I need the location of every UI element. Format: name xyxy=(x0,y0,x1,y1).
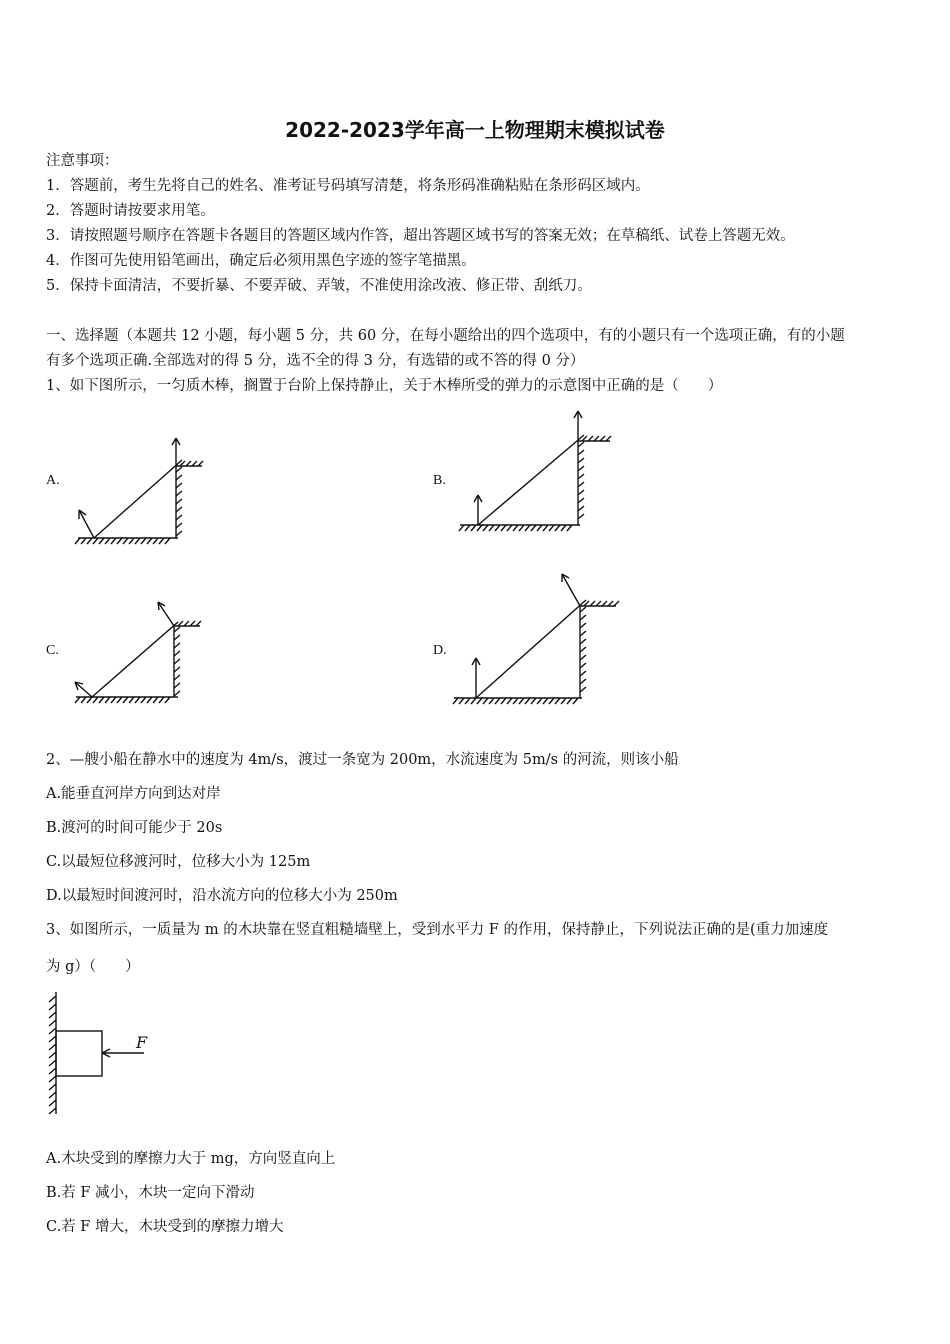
notice-item: 4．作图可先使用铅笔画出，确定后必须用黑色字迹的签字笔描黑。 xyxy=(46,253,476,269)
q3-option-c: C.若 F 增大，木块受到的摩擦力增大 xyxy=(46,1219,284,1235)
q1-option-b-label: B. xyxy=(433,473,446,488)
q3-wall-block-diagram xyxy=(40,988,160,1118)
notice-item: 2．答题时请按要求用笔。 xyxy=(46,203,215,219)
q2-option-d: D.以最短时间渡河时，沿水流方向的位移大小为 250m xyxy=(46,888,398,904)
question-2-stem: 2、—艘小船在静水中的速度为 4m/s，渡过一条宽为 200m，水流速度为 5m/s 的河流，则该小船 xyxy=(46,752,679,768)
section-heading: 一、选择题（本题共 12 小题，每小题 5 分，共 60 分，在每小题给出的四个选项中，有的小题只有一个选项正确，有的小题 xyxy=(46,328,845,344)
q1-option-a-label: A. xyxy=(46,473,60,488)
q2-option-b: B.渡河的时间可能少于 20s xyxy=(46,820,223,836)
q1-diagram-d xyxy=(452,568,622,713)
notice-item: 5．保持卡面清洁，不要折暴、不要弄破、弄皱，不准使用涂改液、修正带、刮纸刀。 xyxy=(46,278,592,294)
q1-option-d-label: D. xyxy=(433,643,447,658)
q1-option-c-label: C. xyxy=(46,643,59,658)
question-3-stem: 3、如图所示，一质量为 m 的木块靠在竖直粗糙墙壁上，受到水平力 F 的作用，保持静止，下列说法正确的是(重力加速度 xyxy=(46,922,829,938)
q1-diagram-a xyxy=(70,430,210,550)
q2-option-c: C.以最短位移渡河时，位移大小为 125m xyxy=(46,854,311,870)
q1-diagram-b xyxy=(458,405,618,540)
notice-item: 1．答题前，考生先将自己的姓名、准考证号码填写清楚，将条形码准确粘贴在条形码区域内。 xyxy=(46,178,650,194)
question-1-stem: 1、如下图所示，一匀质木棒，搁置于台阶上保持静止，关于木棒所受的弹力的示意图中正确的是（ ） xyxy=(46,378,723,394)
q3-option-b: B.若 F 减小，木块一定向下滑动 xyxy=(46,1185,255,1201)
q2-option-a: A.能垂直河岸方向到达对岸 xyxy=(46,786,221,802)
force-label-f: F xyxy=(136,1033,148,1052)
page-title: 2022-2023学年高一上物理期末模拟试卷 xyxy=(285,118,665,142)
notice-heading: 注意事项： xyxy=(46,153,119,169)
notice-item: 3．请按照题号顺序在答题卡各题目的答题区域内作答，超出答题区域书写的答案无效；在草稿纸、试卷上答题无效。 xyxy=(46,228,795,244)
question-3-stem-cont: 为 g）（ ） xyxy=(46,959,140,975)
q1-diagram-c xyxy=(70,598,210,708)
section-heading-cont: 有多个选项正确.全部选对的得 5 分，选不全的得 3 分，有选错的或不答的得 0 分） xyxy=(46,353,585,369)
q3-option-a: A.木块受到的摩擦力大于 mg，方向竖直向上 xyxy=(46,1151,336,1167)
